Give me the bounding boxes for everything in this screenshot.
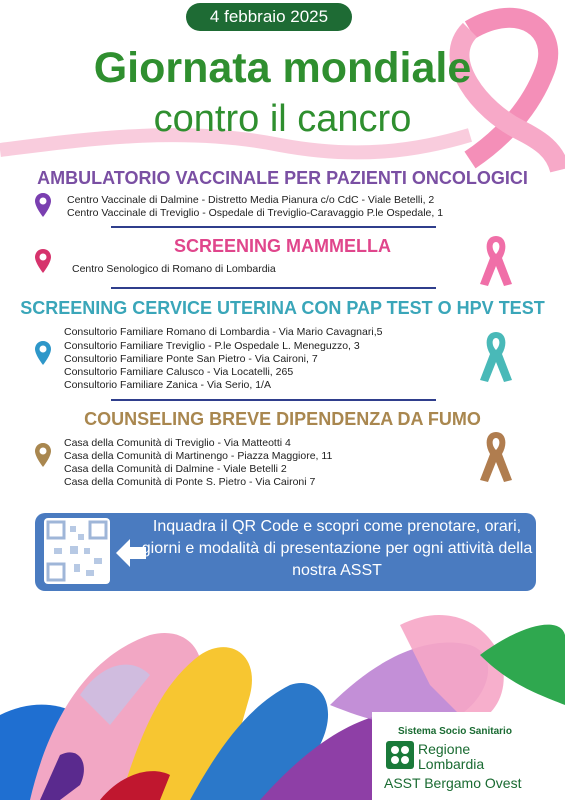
awareness-ribbon-icon xyxy=(474,428,518,484)
asst-name: ASST Bergamo Ovest xyxy=(384,775,522,791)
section-heading-mammella: SCREENING MAMMELLA xyxy=(174,236,391,256)
date-badge: 4 febbraio 2025 xyxy=(186,3,352,31)
list-item: Centro Vaccinale di Dalmine - Distretto Media Pianura c/o CdC - Viale Betelli, 2 xyxy=(67,194,435,206)
awareness-ribbon-icon xyxy=(474,232,518,288)
section-divider xyxy=(111,399,436,401)
list-item: Casa della Comunità di Treviglio - Via Matteotti 4 xyxy=(64,437,291,449)
map-pin-icon xyxy=(34,192,52,218)
region-name-line1: Regione xyxy=(418,741,471,757)
list-item: Consultorio Familiare Calusco - Via Locatelli, 265 xyxy=(64,366,294,378)
list-item: Casa della Comunità di Martinengo - Piazza Maggiore, 11 xyxy=(64,450,333,462)
list-item: Casa della Comunità di Ponte S. Pietro - Via Caironi 7 xyxy=(64,476,316,488)
list-item: Casa della Comunità di Dalmine - Viale Betelli 2 xyxy=(64,463,287,475)
regione-lombardia-logo-icon xyxy=(386,741,414,769)
list-item: Consultorio Familiare Zanica - Via Serio, 1/A xyxy=(64,379,271,391)
section-heading-fumo: COUNSELING BREVE DIPENDENZA DA FUMO xyxy=(84,409,481,429)
list-item: Consultorio Familiare Ponte San Pietro - Via Caironi, 7 xyxy=(64,353,318,365)
section-divider xyxy=(111,226,436,228)
qr-code-icon[interactable] xyxy=(44,518,110,584)
section-heading-cervice: SCREENING CERVICE UTERINA CON PAP TEST O HPV TEST xyxy=(20,298,545,318)
region-name-line2: Lombardia xyxy=(418,756,485,772)
list-item: Consultorio Familiare Treviglio - P.le Ospedale L. Meneguzzo, 3 xyxy=(64,340,360,352)
qr-instructions: Inquadra il QR Code e scopri come prenotare, orari, giorni e modalità di presentazione per ogni attività della nostra ASST xyxy=(141,518,533,579)
awareness-ribbon-icon xyxy=(474,328,518,384)
list-item: Centro Vaccinale di Treviglio - Ospedale di Treviglio-Caravaggio P.le Ospedale, 1 xyxy=(67,207,444,219)
list-item: Centro Senologico di Romano di Lombardia xyxy=(72,263,276,275)
map-pin-icon xyxy=(34,248,52,274)
map-pin-icon xyxy=(34,340,52,366)
list-item: Consultorio Familiare Romano di Lombardia - Via Mario Cavagnari,5 xyxy=(64,326,383,338)
section-divider xyxy=(111,287,436,289)
section-heading-vaccinale: AMBULATORIO VACCINALE PER PAZIENTI ONCOLOGICI xyxy=(37,168,528,188)
page-title: Giornata mondiale xyxy=(93,44,472,92)
map-pin-icon xyxy=(34,442,52,468)
footer-system-label: Sistema Socio Sanitario xyxy=(398,726,512,737)
page-subtitle: contro il cancro xyxy=(153,98,412,140)
